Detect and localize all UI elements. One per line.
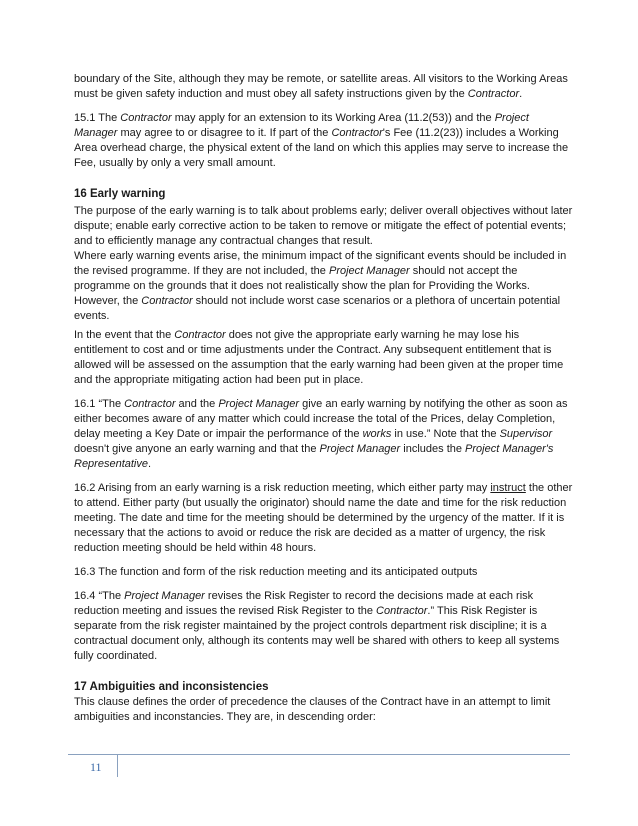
text-run: Project Manager bbox=[74, 112, 529, 139]
text-run: .” This Risk Register is separate from the risk register maintained by the project controls department risk discipline; it is a contractual document only, although its contents may well be shared with others to keep all systems fully coordinated. bbox=[74, 605, 560, 662]
text-run: 16.3 The function and form of the risk reduction meeting and its anticipated outputs bbox=[74, 566, 478, 578]
text-run: Project Manager bbox=[218, 398, 300, 410]
text-run: The purpose of the early warning is to talk about problems early; deliver overall objectives without later dispute; enable early corrective action to be taken to remove or mitigate the effect of potential events; and to efficiently manage any contractual changes that result. bbox=[74, 205, 573, 247]
text-run: give an early warning by notifying the other as soon as either becomes aware of any matter which could increase the total of the Prices, delay Completion, delay meeting a Key Date or impair the performance of the bbox=[74, 398, 568, 440]
text-run: 16.2 Arising from an early warning is a risk reduction meeting, which either party may bbox=[74, 482, 491, 494]
footer-separator bbox=[117, 755, 118, 777]
footer-rule bbox=[68, 754, 570, 755]
text-run: the other to attend. Either party (but usually the originator) should name the date and time for the risk reduction meeting. The date and time for the meeting should be determined by the urgency of the matter. If it is necessary that the actions to avoid or reduce the risk are decided as a matter of urgency, the risk reduction meeting should be held within 48 hours. bbox=[74, 482, 573, 554]
text-run: Where early warning events arise, the minimum impact of the significant events should be included in the revised programme. If they are not included, the bbox=[74, 250, 567, 277]
text-run: . bbox=[519, 88, 523, 100]
text-run: Contractor bbox=[120, 112, 172, 124]
text-run: 15.1 The bbox=[74, 112, 121, 124]
text-run: Supervisor bbox=[499, 428, 553, 440]
paragraph-15-1 bbox=[74, 111, 574, 171]
text-run: works bbox=[362, 428, 392, 440]
paragraph-16-2 bbox=[74, 481, 574, 556]
text-run: revises the Risk Register to record the decisions made at each risk reduction meeting and issues the revised Risk Register to the bbox=[74, 590, 534, 617]
text-run: may agree to or disagree to it. If part of the bbox=[117, 127, 332, 139]
heading-16-early-warning bbox=[74, 187, 574, 202]
text-run: includes the bbox=[400, 443, 466, 455]
paragraph-16-4 bbox=[74, 589, 574, 664]
text-run: 's Fee (11.2(23)) includes a Working Area overhead charge, the physical extent of the land on which this applies may serve to increase the Fee, usually by only a very small amount. bbox=[74, 127, 569, 169]
text-run: 16.1 “The bbox=[74, 398, 125, 410]
text-run: 17 Ambiguities and inconsistencies bbox=[74, 681, 269, 693]
text-run: Contractor bbox=[331, 127, 383, 139]
text-run: 16.4 “The bbox=[74, 590, 125, 602]
text-run: Contractor bbox=[467, 88, 520, 100]
paragraph-early-warning-purpose bbox=[74, 204, 574, 249]
paragraph-16-1 bbox=[74, 397, 574, 472]
paragraph-early-warning-entitlement bbox=[74, 328, 574, 388]
text-run: Project Manager bbox=[328, 265, 410, 277]
page-number: 11 bbox=[90, 760, 102, 774]
text-run: does not give the appropriate early warning he may lose his entitlement to cost and or time adjustments under the Contract. Any subsequent entitlement that is allowed will be assessed on the assumption that the early warning had been given at the proper time and the appropriate mitigating action had been put in place. bbox=[74, 329, 564, 386]
text-run: Contractor bbox=[174, 329, 226, 341]
paragraph-precedence bbox=[74, 695, 574, 725]
text-run: 16 Early warning bbox=[74, 188, 166, 200]
heading-17-ambiguities bbox=[74, 680, 574, 695]
text-run: Project Manager's Representative bbox=[74, 443, 554, 470]
document-body bbox=[74, 72, 574, 725]
text-run: Project Manager bbox=[124, 590, 205, 602]
text-run: instruct bbox=[490, 482, 526, 494]
text-run: should not include worst case scenarios or a plethora of uncertain potential events. bbox=[74, 295, 561, 322]
text-run: in use.” Note that the bbox=[391, 428, 500, 440]
text-run: Contractor bbox=[376, 605, 428, 617]
text-run: Contractor bbox=[124, 398, 176, 410]
text-run: doesn't give anyone an early warning and that the bbox=[74, 443, 320, 455]
text-run: may apply for an extension to its Working Area (11.2(53)) and the bbox=[171, 112, 495, 124]
text-run: This clause defines the order of precedence the clauses of the Contract have in an attempt to limit ambiguities and inconstancies. They are, in descending order: bbox=[74, 696, 551, 723]
paragraph-site-boundary bbox=[74, 72, 574, 102]
text-run: Project Manager bbox=[319, 443, 401, 455]
text-run: Contractor bbox=[141, 295, 193, 307]
paragraph-16-3 bbox=[74, 565, 574, 580]
paragraph-early-warning-events bbox=[74, 249, 574, 324]
text-run: boundary of the Site, although they may be remote, or satellite areas. All visitors to the Working Areas must be given safety induction and must obey all safety instructions given by the bbox=[74, 73, 568, 100]
text-run: . bbox=[148, 458, 152, 470]
text-run: and the bbox=[175, 398, 219, 410]
text-run: In the event that the bbox=[74, 329, 175, 341]
text-run: should not accept the programme on the grounds that it does not realistically show the plan for Providing the Works. However, the bbox=[74, 265, 530, 307]
